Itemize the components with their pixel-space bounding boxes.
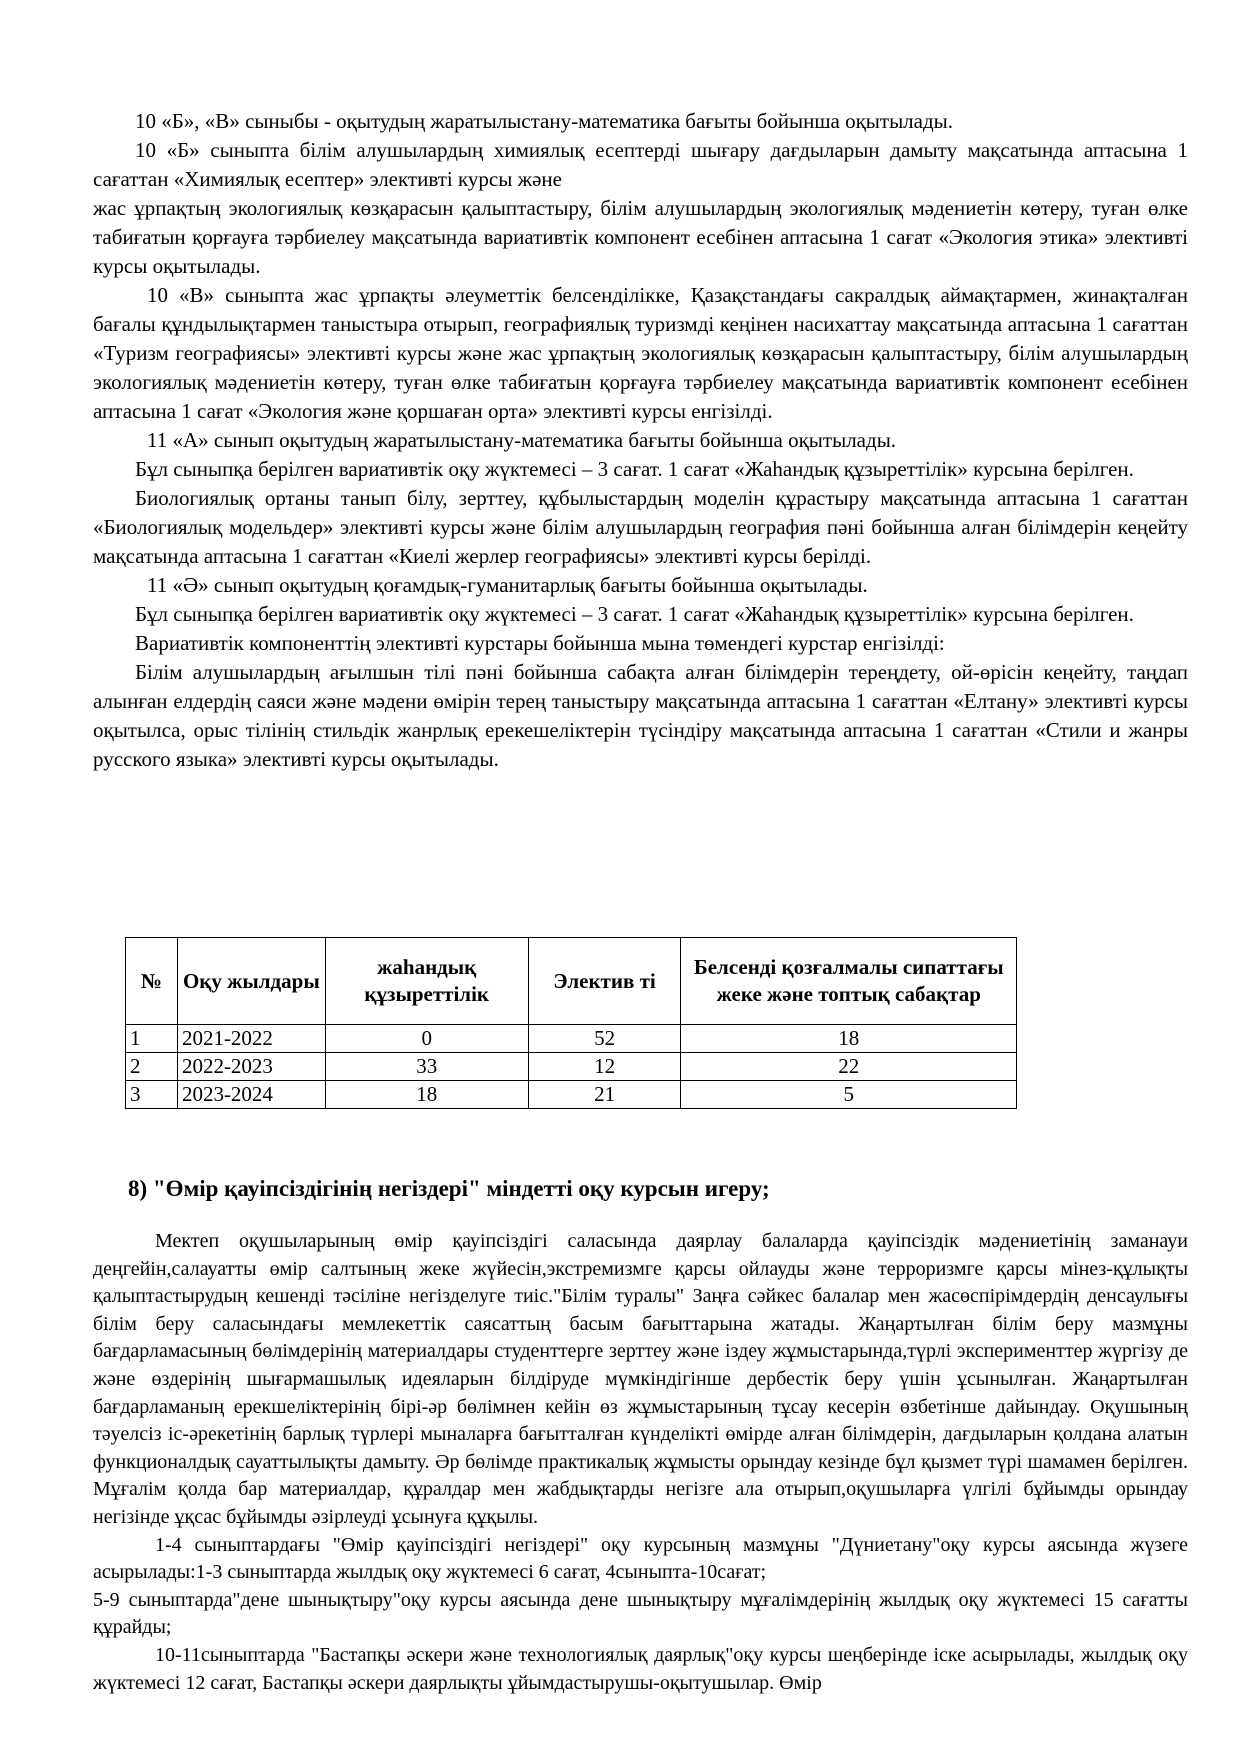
table-cell: 2021-2022 xyxy=(177,1025,325,1053)
table-row xyxy=(126,1025,1017,1053)
table-cell: 2022-2023 xyxy=(177,1053,325,1081)
paragraph: Бұл сыныпқа берілген вариативтік оқу жүктемесі – 3 сағат. 1 сағат «Жаһандық құзыреттілік» курсына берілген. xyxy=(135,602,1134,626)
paragraph: жас ұрпақтың экологиялық көзқарасын қалыптастыру, білім алушылардың экологиялық мәдениетін көтеру, туған өлке табиғатын қорғауға тәрбиелеу мақсатында вариативтік компонент есебінен аптасына 1 сағат «Экология этика» элективті курсы оқытылады. xyxy=(93,196,1188,278)
header-elective: Электив ті xyxy=(528,938,681,1025)
header-years: Оқу жылдары xyxy=(177,938,325,1025)
table-header-row xyxy=(126,938,1017,1025)
paragraph: 11 «А» сынып оқытудың жаратылыстану-математика бағыты бойынша оқытылады. xyxy=(147,428,897,452)
table-cell: 52 xyxy=(528,1025,681,1053)
table-row xyxy=(126,1053,1017,1081)
table-cell: 12 xyxy=(528,1053,681,1081)
paragraph: 10 «Б» сыныпта білім алушылардың химиялық есептерді шығару дағдыларын дамыту мақсатында аптасына 1 сағаттан «Химиялық есептер» элективті курсы және xyxy=(93,138,1188,191)
header-global-competence: жаһандық құзыреттілік xyxy=(325,938,528,1025)
table-cell: 18 xyxy=(681,1025,1017,1053)
paragraph: 10 «В» сыныпта жас ұрпақты әлеуметтік белсенділікке, Қазақстандағы сакралдық аймақтармен, жинақталған бағалы құндылықтармен таныстыра отырып, географиялық туризмді кеңінен насихаттау мақсатында аптасына 1 сағаттан «Туризм географиясы» элективті курсы және жас ұрпақтың экологиялық көзқарасын қалыптастыру, білім алушылардың экологиялық мәдениетін көтеру, туған өлке табиғатын қорғауға тәрбиелеу мақсатында вариативтік компонент есебінен аптасына 1 сағат «Экология және қоршаған орта» элективті курсы енгізілді. xyxy=(93,283,1188,423)
stats-table xyxy=(125,937,1017,1109)
paragraph: Мектеп оқушыларының өмір қауіпсіздігі саласында даярлау балаларда қауіпсіздік мәдениетінің заманауи деңгейін,салауатты өмір салтының жеке жүйесін,экстремизмге қарсы ойлауды және терроризмге қарсы мінез-құлықты қалыптастырудың кешенді тәсіліне негізделуге тиіс."Білім туралы" Заңға сәйкес балалар мен жасөспірімдердің денсаулығы білім беру саласындағы мемлекеттік саясаттың басым бағыттарына жатады. Жаңартылған білім беру мазмұны бағдарламасының бөлімдерінің материалдары студенттерге зерттеу және іздеу жұмыстарында,түрлі эксперименттер жүргізу де және өздерінің шығармашылық идеяларын білдіруде мүмкіндігінше дербестік беру үшін ұсынылған. Жаңартылған бағдарламаның ерекшеліктерінің бірі-әр бөлімнен кейін өз жұмыстарының тұсау кесерін өзбетінше дайындау. Оқушының тәуелсіз іс-әрекетінің барлық түрлері мыналарға бағытталған күнделікті өмірде алған білімдерін, дағдыларын қолдана алатын функционалдық сауаттылықты дамыту. Әр бөлімде практикалық жұмысты орындау кезінде бұл қызмет түрі шамамен берілген. Мұғалім қолда бар материалдар, құралдар мен жабдықтарды негізге ала отырып,оқушыларға үлгілі бұйымды орындау негізінде ұқсас бұйымды әзірлеуді ұсынуға құқылы. xyxy=(93,1230,1188,1528)
paragraph: 10-11сыныптарда "Бастапқы әскери және технологиялық даярлық"оқу курсы шеңберінде іске асырылады, жылдық оқу жүктемесі 12 сағат, Бастапқы әскери даярлықты ұйымдастырушы-оқытушылар. Өмір xyxy=(93,1643,1188,1694)
table-cell: 33 xyxy=(325,1053,528,1081)
top-text-block xyxy=(93,107,1188,774)
table-cell: 21 xyxy=(528,1081,681,1109)
table-cell: 22 xyxy=(681,1053,1017,1081)
table-cell: 0 xyxy=(325,1025,528,1053)
paragraph: 10 «Б», «В» сыныбы - оқытудың жаратылыстану-математика бағыты бойынша оқытылады. xyxy=(135,109,954,133)
table-row xyxy=(126,1081,1017,1109)
table-cell: 18 xyxy=(325,1081,528,1109)
paragraph: 1-4 сыныптардағы "Өмір қауіпсіздігі негіздері" оқу курсының мазмұны "Дүниетану"оқу курсы аясында жүзеге асырылады:1-3 сыныптарда жылдық оқу жүктемесі 6 сағат, 4сыныпта-10сағат; xyxy=(93,1533,1188,1584)
paragraph: 5-9 сыныптарда"дене шынықтыру"оқу курсы аясында дене шынықтыру мұғалімдерінің жылдық оқу жүктемесі 15 сағатты құрайды; xyxy=(93,1588,1188,1639)
paragraph: Білім алушылардың ағылшын тілі пәні бойынша сабақта алған білімдерін тереңдету, ой-өрісін кеңейту, таңдап алынған елдердің саяси және мәдени өмірін терең таныстыру мақсатында аптасына 1 сағаттан «Елтану» элективті курсы оқытылса, орыс тілінің стильдік жанрлық ерекешеліктерін түсіндіру мақсатында аптасына 1 сағаттан «Стили и жанры русского языка» элективті курсы оқытылады. xyxy=(93,660,1188,771)
paragraph: Вариативтік компоненттің элективті курстары бойынша мына төмендегі курстар енгізілді: xyxy=(135,631,945,655)
table-cell: 2 xyxy=(126,1053,178,1081)
header-number: № xyxy=(126,938,178,1025)
bottom-text-block xyxy=(93,1228,1188,1697)
section-heading: 8) "Өмір қауіпсіздігінің негіздері" міндетті оқу курсын игеру; xyxy=(128,1176,770,1201)
header-active-lessons: Белсенді қозғалмалы сипаттағы жеке және топтық сабақтар xyxy=(681,938,1017,1025)
paragraph: Бұл сыныпқа берілген вариативтік оқу жүктемесі – 3 сағат. 1 сағат «Жаһандық құзыреттілік» курсына берілген. xyxy=(135,457,1134,481)
table-cell: 1 xyxy=(126,1025,178,1053)
table-cell: 2023-2024 xyxy=(177,1081,325,1109)
paragraph: Биологиялық ортаны танып білу, зерттеу, құбылыстардың моделін құрастыру мақсатында аптасына 1 сағаттан «Биологиялық модельдер» элективті курсы және білім алушылардың география пәні бойынша алған білімдерін кеңейту мақсатында аптасына 1 сағаттан «Киелі жерлер географиясы» элективті курсы берілді. xyxy=(93,486,1188,568)
paragraph: 11 «Ә» сынып оқытудың қоғамдық-гуманитарлық бағыты бойынша оқытылады. xyxy=(147,573,868,597)
table-cell: 3 xyxy=(126,1081,178,1109)
table-cell: 5 xyxy=(681,1081,1017,1109)
